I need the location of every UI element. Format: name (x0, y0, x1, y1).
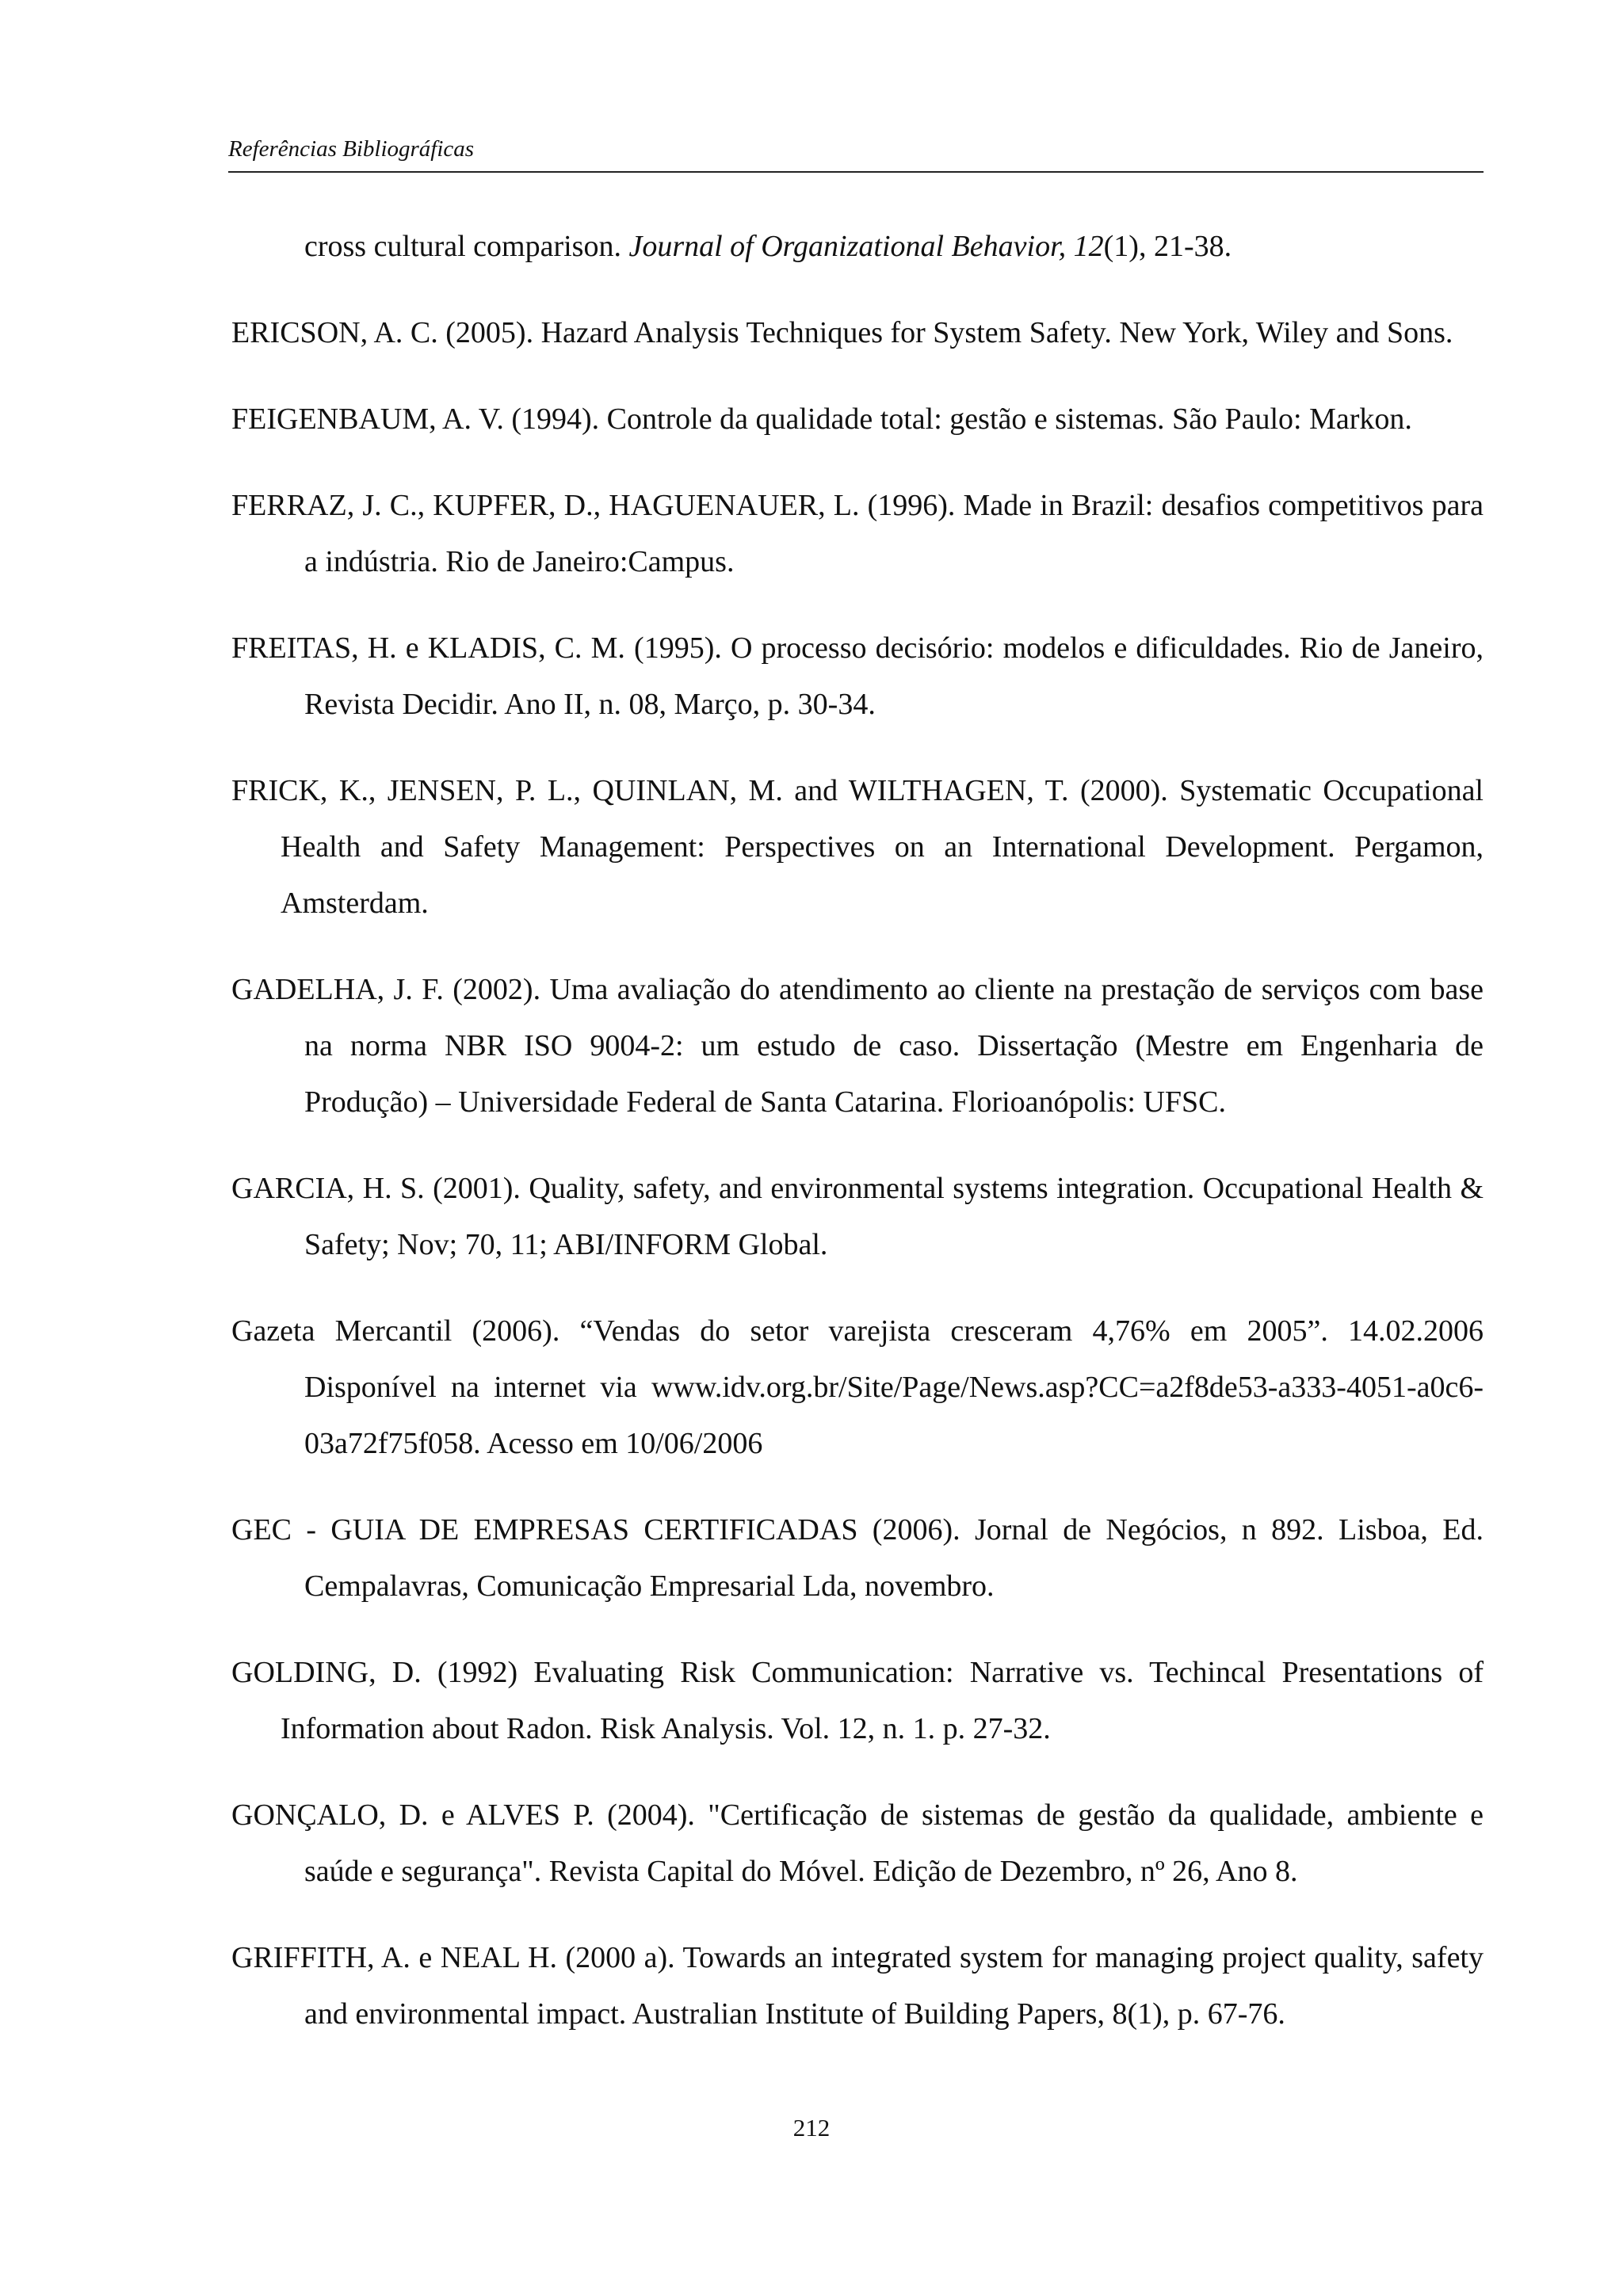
reference-entry: GRIFFITH, A. e NEAL H. (2000 a). Towards an integrated system for managing project quality, safety and environmental impact. Australian Institute of Building Papers, 8(1), p. 67-76. (231, 1941, 1484, 2031)
reference-entry: Gazeta Mercantil (2006). “Vendas do setor varejista cresceram 4,76% em 2005”. 14.02.2006 Disponível na internet via www.idv.org.br/Site/Page/News.asp?CC=a2f8de53-a333-4051-a0c6-03a72f75f058. Acesso em 10/06/2006 (231, 1314, 1484, 1460)
reference-entry: FEIGENBAUM, A. V. (1994). Controle da qualidade total: gestão e sistemas. São Paulo: Markon. (231, 402, 1412, 436)
reference-entry: FRICK, K., JENSEN, P. L., QUINLAN, M. and WILTHAGEN, T. (2000). Systematic Occupational Health and Safety Management: Perspectives on an International Development. Pergamon, Amsterdam. (231, 774, 1484, 920)
reference-entry: GOLDING, D. (1992) Evaluating Risk Communication: Narrative vs. Techincal Presentations of Information about Radon. Risk Analysis. Vol. 12, n. 1. p. 27-32. (231, 1656, 1484, 1745)
reference-continuation: cross cultural comparison. Journal of Organizational Behavior, 12(1), 21-38. (304, 230, 1232, 263)
reference-entry: GEC - GUIA DE EMPRESAS CERTIFICADAS (2006). Jornal de Negócios, n 892. Lisboa, Ed. Cempalavras, Comunicação Empresarial Lda, novembro. (231, 1513, 1484, 1603)
reference-entry: GADELHA, J. F. (2002). Uma avaliação do atendimento ao cliente na prestação de serviços com base na norma NBR ISO 9004-2: um estudo de caso. Dissertação (Mestre em Engenharia de Produção) – Universidade Federal de Santa Catarina. Florioanópolis: UFSC. (231, 973, 1484, 1119)
journal-title: Journal of Organizational Behavior, 12 (628, 230, 1104, 263)
page-number: 212 (792, 2114, 831, 2142)
reference-entry: FERRAZ, J. C., KUPFER, D., HAGUENAUER, L. (1996). Made in Brazil: desafios competitivos para a indústria. Rio de Janeiro:Campus. (231, 489, 1484, 578)
running-header (228, 135, 1484, 173)
reference-entry: GARCIA, H. S. (2001). Quality, safety, and environmental systems integration. Occupational Health & Safety; Nov; 70, 11; ABI/INFORM Global. (231, 1172, 1484, 1261)
reference-entry: GONÇALO, D. e ALVES P. (2004). "Certificação de sistemas de gestão da qualidade, ambiente e saúde e segurança". Revista Capital do Móvel. Edição de Dezembro, nº 26, Ano 8. (231, 1798, 1484, 1888)
header-title: Referências Bibliográficas (228, 136, 475, 162)
reference-entry: FREITAS, H. e KLADIS, C. M. (1995). O processo decisório: modelos e dificuldades. Rio de Janeiro, Revista Decidir. Ano II, n. 08, Março, p. 30-34. (231, 631, 1484, 721)
reference-entry: ERICSON, A. C. (2005). Hazard Analysis Techniques for System Safety. New York, Wiley and Sons. (231, 316, 1453, 349)
reference-list (231, 189, 1484, 2054)
